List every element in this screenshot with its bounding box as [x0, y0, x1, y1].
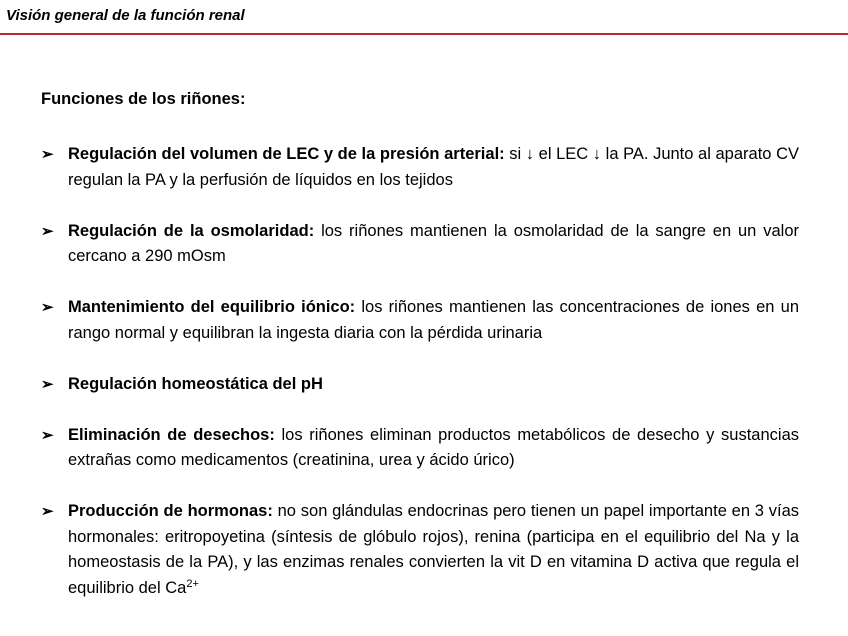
calcium-charge-superscript: 2+ [186, 577, 199, 590]
bullet-text: los riñones eliminan productos metabólicos de desecho y sustancias extrañas como medicamentos (creatinina, urea y ácido úrico) [68, 425, 799, 469]
bullet-item-ph [41, 372, 799, 398]
arrow-bullet-icon: ➢ [41, 299, 54, 316]
header-divider [0, 33, 848, 35]
bullet-label: Producción de hormonas: [68, 502, 273, 520]
bullet-text: si ↓ el LEC ↓ la PA. Junto al aparato CV regulan la PA y la perfusión de líquidos en los tejidos [68, 145, 799, 189]
slide-title: Visión general de la función renal [6, 7, 245, 24]
bullet-label: Mantenimiento del equilibrio iónico: [68, 298, 356, 316]
bullet-label: Eliminación de desechos: [68, 425, 275, 444]
arrow-bullet-icon: ➢ [41, 503, 54, 520]
bullet-label: Regulación homeostática del pH [68, 374, 323, 393]
bullet-label: Regulación del volumen de LEC y de la presión arterial: [68, 145, 505, 163]
bullet-text: no son glándulas endocrinas pero tienen un papel importante en 3 vías hormonales: eritropoyetina (síntesis de glóbulo rojos), renina (participa en el equilibrio del Na y la homeostasis de la PA), y las enzimas renales convierten la vit D en vitamina D activa que regula el equilibrio del Ca [68, 502, 800, 597]
arrow-bullet-icon: ➢ [41, 426, 54, 444]
arrow-bullet-icon: ➢ [41, 222, 54, 240]
bullet-item-desechos [41, 423, 799, 474]
bullet-item-volumen [41, 142, 799, 193]
bullet-text: los riñones mantienen las concentraciones de iones en un rango normal y equilibran la ingesta diaria con la pérdida urinaria [68, 298, 799, 342]
arrow-bullet-icon: ➢ [41, 375, 54, 393]
bullet-list [41, 142, 799, 627]
arrow-bullet-icon: ➢ [41, 146, 54, 163]
slide-header [0, 0, 848, 36]
bullet-item-hormonas [41, 499, 799, 601]
section-heading: Funciones de los riñones: [41, 90, 246, 108]
bullet-item-equilibrio-ionico [41, 295, 799, 346]
bullet-label: Regulación de la osmolaridad: [68, 221, 315, 240]
bullet-item-osmolaridad [41, 219, 799, 270]
bullet-text: los riñones mantienen la osmolaridad de la sangre en un valor cercano a 290 mOsm [68, 221, 799, 265]
